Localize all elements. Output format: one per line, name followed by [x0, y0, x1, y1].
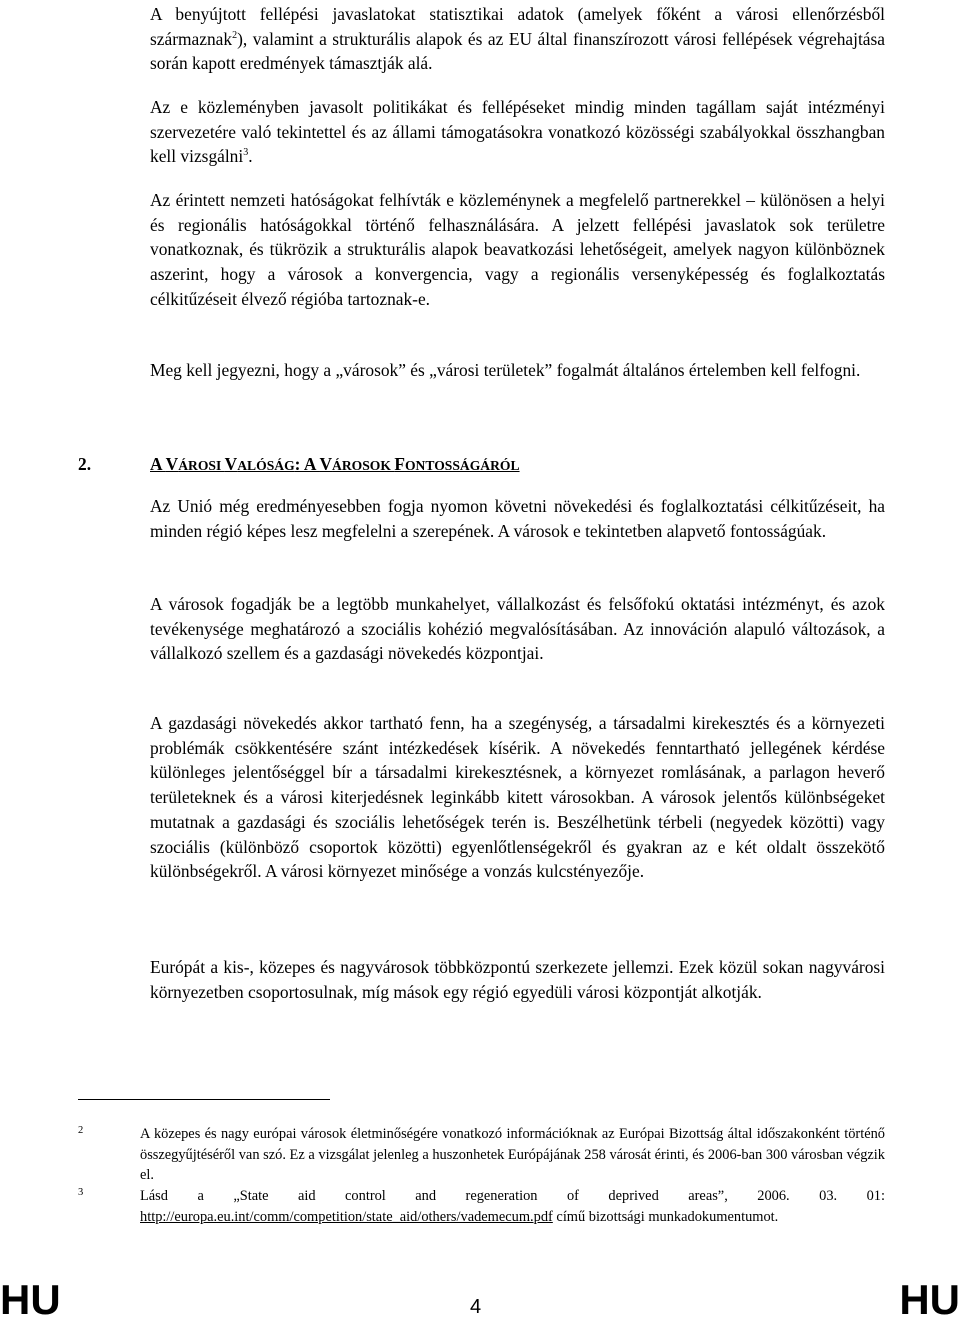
footnote-number: 3: [78, 1187, 84, 1198]
footnote-ref-3[interactable]: 3: [243, 147, 249, 159]
footnote-link[interactable]: http://europa.eu.int/comm/competition/state_aid/others/vademecum.pdf: [140, 1208, 553, 1225]
paragraph-polycentric: Európát a kis-, közepes és nagyvárosok többközpontú szerkezete jellemzi. Ezek közül sokan nagyvárosi környezetben csoportosulnak, míg mások egy régió egyedüli városi központját alkotják.: [150, 957, 885, 1002]
paragraph-union-goals: Az Unió még eredményesebben fogja nyomon követni növekedési és foglalkoztatási célkitűzéseit, ha minden régió képes lesz megfelelni a szerepének. A városok e tekintetben alapvető fontosságúak.: [150, 496, 885, 541]
footer-language-left: HU: [0, 1276, 61, 1323]
footnote-text: A közepes és nagy európai városok életminőségére vonatkozó információknak az Európai Bizottság által időszakonként történő összegyűjtéséről van szó. Ez a vizsgálat jelenleg a huszonhetek Európájának 258 városát érinti, és 2006-ban 300 városban végzik el.: [140, 1126, 885, 1183]
paragraph-text: .: [248, 146, 253, 167]
section-title: A VÁROSI VALÓSÁG: A VÁROSOK FONTOSSÁGÁRÓL: [150, 454, 520, 474]
paragraph-city-jobs: A városok fogadják be a legtöbb munkahelyet, vállalkozást és felsőfokú oktatási intézményt, és azok tevékenysége meghatározó a szociális kohézió megvalósításában. Az innováción alapuló változások, a vállalkozó szellem és a gazdasági növekedés központjai.: [150, 594, 885, 664]
footnote-text: Lásd a „State aid control and regeneration of deprived areas”, 2006. 03. 01: http://europa.eu.int/comm/competition/state_aid/others/vademecum.pdf című bizottsági munkadokumentumot.: [140, 1188, 885, 1225]
paragraph-text: A benyújtott fellépési javaslatokat statisztikai adatok (amelyek főként a városi ellenőrzésből származnak: [150, 4, 885, 49]
page-number: 4: [470, 1296, 482, 1318]
footnote-number: 2: [78, 1125, 84, 1136]
paragraph-sustainable-growth: A gazdasági növekedés akkor tartható fenn, ha a szegénység, a társadalmi kirekesztés és a környezeti problémák csökkentésére szánt intézkedések kísérik. A növekedés fenntartható jellegének kérdése különleges jelentőséggel bír a társadalmi kirekesztésnek, a környezet romlásának, a parlagon heverő területeknek és a városi kiterjedésnek leginkább kitett városokban. A városok jelentős különbségeket mutatnak a gazdasági és szociális lehetőségek terén is. Beszélhetünk térbeli (negyedek közötti) vagy szociális (különböző csoportok közötti) egyenlőtlenségekről és gyakran az e két oldalt összekötő különbségekről. A városi környezet minősége a vonzás kulcstényezője.: [150, 713, 885, 882]
section-number: 2.: [78, 454, 92, 474]
paragraph-text: Az e közleményben javasolt politikákat és fellépéseket mindig minden tagállam saját intézményi szervezetére való tekintettel és az állami támogatásokra vonatkozó közösségi szabályokkal összhangban kell vizsgálni: [150, 97, 885, 167]
paragraph-note: Meg kell jegyezni, hogy a „városok” és „városi területek” fogalmát általános értelemben kell felfogni.: [150, 360, 861, 380]
paragraph-statistics: [150, 2, 885, 76]
paragraph-national-authorities: Az érintett nemzeti hatóságokat felhívták e közleménynek a megfelelő partnerekkel – különösen a helyi és regionális hatóságokkal történő felhasználására. A jelzett fellépési javaslatok sok területre vonatkoznak, és tükrözik a strukturális alapok beavatkozási lehetőségeit, amelyek nagyon különböznek aszerint, hogy a városok a konvergencia, vagy a regionális versenyképesség és foglalkoztatás célkitűzéseit élvező régióba tartoznak-e.: [150, 190, 885, 309]
footer-language-right: HU: [899, 1276, 960, 1323]
footnote-ref-2[interactable]: 2: [232, 29, 238, 41]
paragraph-policies: [150, 95, 885, 169]
paragraph-text: ), valamint a strukturális alapok és az EU által finanszírozott városi fellépések végrehajtása során kapott eredmények támasztják alá.: [150, 28, 885, 74]
footnote-separator: [78, 1099, 330, 1100]
